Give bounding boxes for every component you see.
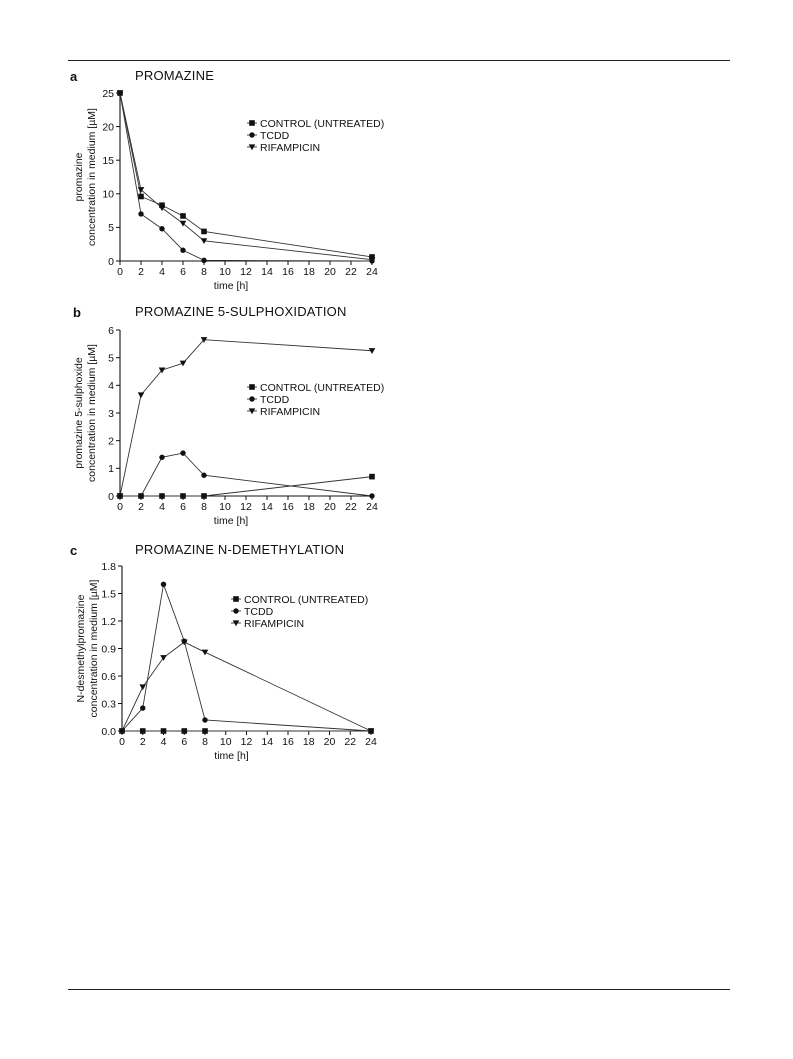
x-tick-label: 10 [219,736,232,748]
data-point [180,450,185,455]
y-tick-label: 6 [108,324,114,337]
y-tick-label: 10 [102,188,114,201]
legend-label: CONTROL (UNTREATED) [260,381,385,394]
data-point [160,655,167,661]
panel-a-title: PROMAZINE [135,68,215,83]
x-tick-label: 18 [303,266,315,278]
x-tick-label: 6 [180,501,186,513]
x-tick-label: 14 [261,501,273,513]
legend-marker [249,120,255,126]
x-tick-label: 24 [365,736,377,748]
legend-label: CONTROL (UNTREATED) [244,593,369,606]
data-point [369,348,376,354]
legend-marker [249,384,255,390]
x-tick-label: 2 [138,266,144,278]
y-axis-label: promazine 5-sulphoxide [73,357,85,469]
y-tick-label: 0 [108,255,114,268]
y-tick-label: 1.8 [101,560,116,573]
y-tick-label: 4 [108,380,114,393]
y-axis-label: N-desmethylpromazine [75,594,87,703]
y-tick-label: 1 [108,463,114,476]
x-axis-label: time [h] [214,750,249,762]
x-tick-label: 24 [366,501,378,513]
x-tick-label: 4 [159,266,165,278]
data-point [161,728,167,734]
x-tick-label: 0 [117,501,123,513]
top-rule [68,60,730,61]
x-tick-label: 10 [219,501,231,513]
data-point [140,728,146,734]
x-tick-label: 22 [345,266,357,278]
x-axis-label: time [h] [213,515,249,527]
x-tick-label: 2 [139,736,146,748]
y-tick-label: 25 [102,87,114,100]
bottom-rule [68,989,730,990]
panel-c-title: PROMAZINE N-DEMETHYLATION [135,542,345,557]
x-tick-label: 16 [282,501,294,513]
legend-label: TCDD [244,605,274,618]
y-tick-label: 5 [108,352,114,365]
x-tick-label: 8 [201,266,207,278]
legend-marker [249,396,254,401]
x-tick-label: 12 [240,736,253,748]
x-tick-label: 18 [303,501,315,513]
y-tick-label: 1.5 [101,588,116,601]
legend-label: CONTROL (UNTREATED) [260,117,385,130]
x-tick-label: 20 [324,501,336,513]
x-tick-label: 6 [181,736,188,748]
legend-marker [233,608,238,613]
series-line [120,340,372,496]
data-point [181,728,187,734]
data-point [138,194,144,200]
legend-marker [233,596,239,602]
panel-c-letter: c [70,543,78,558]
y-tick-label: 0 [108,490,114,503]
data-point [159,455,164,460]
series-line [120,477,372,496]
x-tick-label: 4 [159,501,165,513]
x-tick-label: 18 [302,736,315,748]
data-point [202,728,208,734]
data-point [138,493,143,498]
x-tick-label: 16 [282,266,294,278]
x-tick-label: 22 [345,501,357,513]
x-tick-label: 12 [240,266,252,278]
data-point [159,205,166,211]
x-axis-label: time [h] [213,280,249,292]
data-point [202,650,209,656]
y-tick-label: 3 [108,407,114,420]
legend-marker [249,132,254,137]
y-axis-label: promazine [73,152,85,202]
legend-label: RIFAMPICIN [260,141,321,154]
y-tick-label: 0.3 [101,698,116,711]
y-tick-label: 20 [102,121,114,134]
x-tick-label: 22 [344,736,357,748]
legend-label: RIFAMPICIN [244,617,305,630]
chart-sulphoxidation [0,318,793,538]
chart-n-demethylation [0,556,793,776]
data-point [159,226,164,231]
panel-a-letter: a [70,69,78,84]
data-point [139,684,146,690]
x-tick-label: 20 [323,736,336,748]
series-line [122,642,371,731]
y-axis-label: concentration in medium [µM] [86,108,98,246]
data-point [201,473,206,478]
data-point [201,258,206,263]
y-tick-label: 2 [108,435,114,448]
y-tick-label: 0.6 [101,670,116,683]
x-tick-label: 8 [202,736,208,748]
x-tick-label: 14 [261,736,274,748]
x-tick-label: 16 [282,736,294,748]
legend-label: TCDD [260,129,290,142]
x-tick-label: 2 [138,501,144,513]
panel-b-letter: b [73,305,81,320]
data-point [180,493,186,499]
x-tick-label: 24 [366,266,378,278]
data-point [180,248,185,253]
chart-promazine [0,82,793,302]
y-axis-label: concentration in medium [µM] [88,579,100,718]
data-point [159,493,165,499]
data-point [369,493,374,498]
x-tick-label: 4 [160,736,167,748]
legend-label: TCDD [260,393,290,406]
x-tick-label: 12 [240,501,252,513]
y-axis-label: concentration in medium [µM] [86,344,98,482]
data-point [161,582,166,587]
data-point [369,474,375,480]
y-tick-label: 15 [102,155,114,167]
y-tick-label: 1.2 [101,615,116,628]
x-tick-label: 0 [117,266,123,278]
data-point [140,705,145,710]
panel-b-title: PROMAZINE 5-SULPHOXIDATION [135,304,347,319]
y-tick-label: 5 [108,222,114,235]
data-point [202,717,207,722]
data-point [138,211,143,216]
data-point [201,493,207,499]
y-tick-label: 0.0 [101,725,116,738]
x-tick-label: 8 [201,501,207,513]
x-tick-label: 10 [219,266,231,278]
x-tick-label: 0 [119,736,125,748]
data-point [138,392,145,398]
x-tick-label: 20 [324,266,336,278]
y-tick-label: 0.9 [101,643,116,656]
series-line [120,453,372,496]
data-point [180,213,186,219]
legend-label: RIFAMPICIN [260,405,321,418]
x-tick-label: 14 [261,266,273,278]
data-point [201,229,207,235]
x-tick-label: 6 [180,266,186,278]
